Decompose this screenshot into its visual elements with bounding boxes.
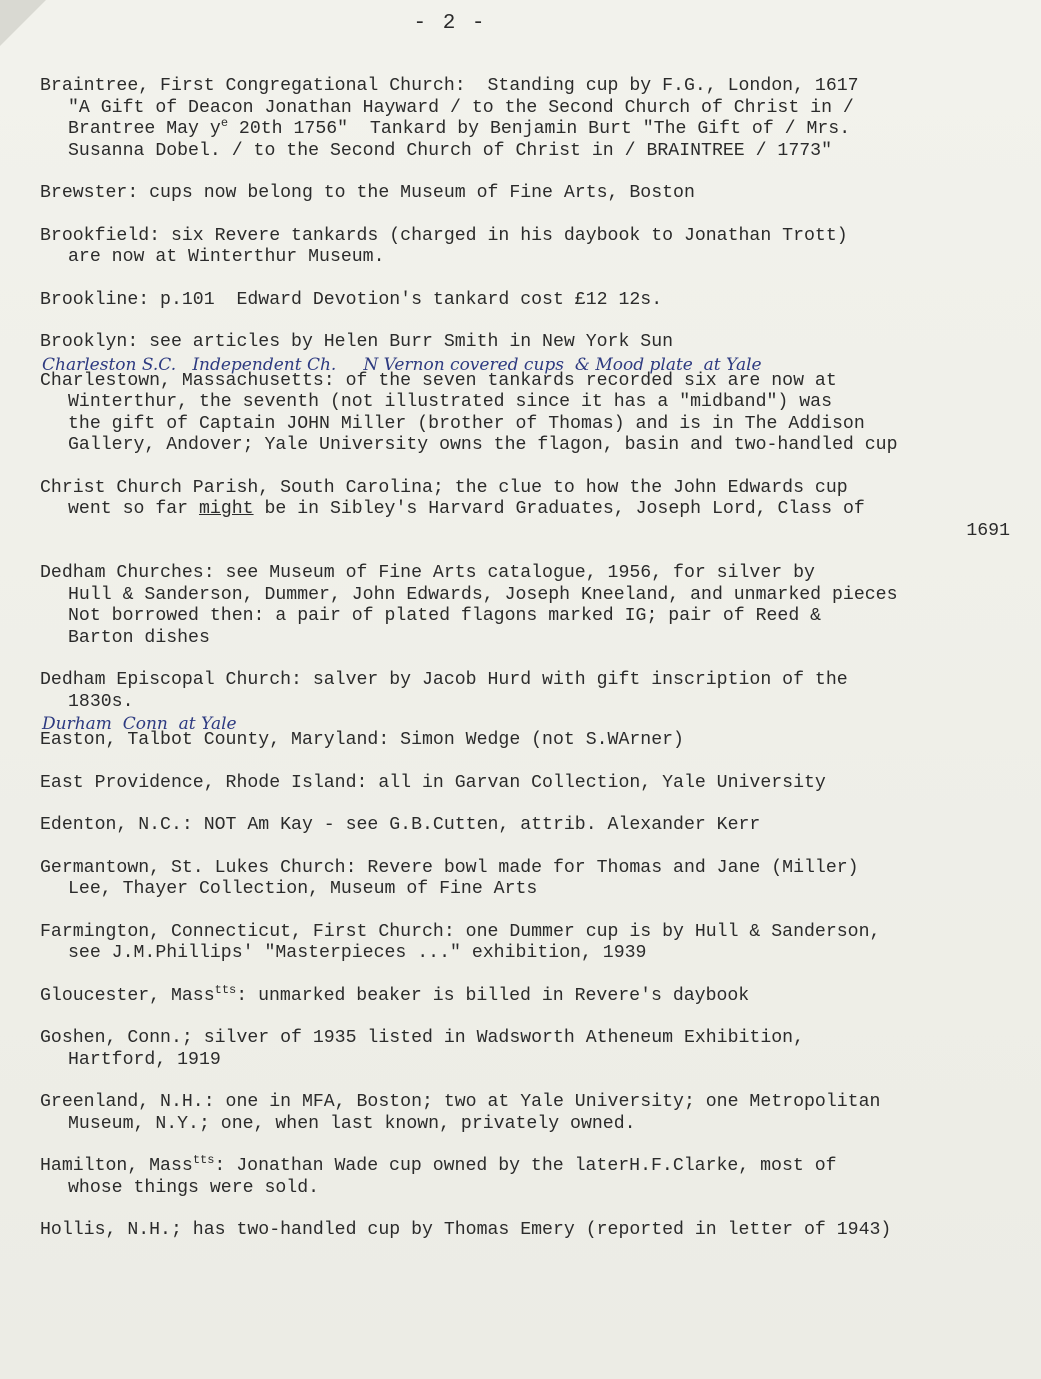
entry-line: Hollis, N.H.; has two-handled cup by Thomas Emery (reported in letter of 1943) (40, 1220, 892, 1240)
superscript: tts (214, 982, 237, 997)
entry-line: the gift of Captain JOHN Miller (brother of Thomas) and is in The Addison (68, 413, 865, 434)
entry-line: are now at Winterthur Museum. (68, 247, 385, 267)
entry-hollis (40, 1220, 1030, 1242)
handwritten-note: Charleston S.C. Independent Ch. N Vernon covered cups & Mood plate at Yale (42, 354, 762, 375)
entry-line (40, 116, 1030, 141)
entry-line: Winterthur, the seventh (not illustrated since it has a "midband") was (68, 392, 832, 412)
entry-line: Gallery, Andover; Yale University owns the flagon, basin and two-handled cup (68, 435, 898, 455)
entry-brewster (40, 183, 1030, 205)
underlined-word: might (198, 499, 254, 519)
entry-line: 1691 (966, 520, 1010, 541)
entry-text: Brantree May y (68, 119, 221, 139)
entry-brookfield (40, 226, 1030, 269)
superscript: tts (192, 1153, 215, 1167)
entry-line: Lee, Thayer Collection, Museum of Fine Arts (68, 879, 538, 899)
entry-braintree (40, 76, 1030, 162)
entry-text: went so far (68, 499, 199, 519)
entry-line: Edenton, N.C.: NOT Am Kay - see G.B.Cutten, attrib. Alexander Kerr (40, 815, 761, 835)
entry-line (40, 1153, 1030, 1178)
entry-line: 1830s. (68, 691, 134, 712)
superscript: e (220, 116, 229, 130)
entry-line: Brookline: p.101 Edward Devotion's tankard cost £12 12s. (40, 289, 663, 310)
entry-edenton (40, 815, 1030, 837)
entry-brookline (40, 290, 1030, 312)
entry-farmington (40, 922, 1030, 965)
entry-line (40, 499, 1030, 521)
handwritten-note: Durham Conn at Yale (42, 714, 237, 734)
entry-line: whose things were sold. (68, 1177, 320, 1198)
entry-line: Braintree, First Congregational Church: Standing cup by F.G., London, 1617 (40, 76, 859, 96)
entry-line: Germantown, St. Lukes Church: Revere bowl made for Thomas and Jane (Miller) (40, 857, 859, 878)
entry-line: Farmington, Connecticut, First Church: one Dummer cup is by Hull & Sanderson, (40, 921, 881, 942)
entry-germantown (40, 858, 1030, 901)
entry-line: Hull & Sanderson, Dummer, John Edwards, Joseph Kneeland, and unmarked pieces (68, 584, 898, 605)
entry-text: Gloucester, Mass (40, 985, 215, 1006)
entry-dedham-episcopal (40, 670, 1030, 713)
entry-gloucester (40, 982, 1030, 1008)
entry-line: "A Gift of Deacon Jonathan Hayward / to the Second Church of Christ in / (68, 97, 854, 118)
entry-line: Susanna Dobel. / to the Second Church of Christ in / BRAINTREE / 1773" (68, 140, 832, 161)
entry-text: 20th 1756" Tankard by Benjamin Burt "The Gift of / Mrs. (228, 119, 851, 139)
entry-line: Dedham Churches: see Museum of Fine Arts catalogue, 1956, for silver by (40, 563, 815, 583)
entry-brooklyn (40, 332, 1030, 354)
entry-text: be in Sibley's Harvard Graduates, Joseph Lord, Class of (264, 499, 865, 519)
entry-line: Brooklyn: see articles by Helen Burr Smith in New York Sun (40, 332, 674, 352)
entry-dedham-churches (40, 563, 1030, 649)
entry-line: Not borrowed then: a pair of plated flagons marked IG; pair of Reed & (68, 606, 822, 626)
entry-hamilton (40, 1153, 1030, 1199)
entry-line: Charlestown, Massachusetts: of the seven tankards recorded six are now at (40, 370, 837, 391)
entry-charlestown (40, 356, 1030, 457)
entry-goshen (40, 1028, 1030, 1071)
entry-line: East Providence, Rhode Island: all in Garvan Collection, Yale University (40, 772, 826, 793)
entry-text: Hamilton, Mass (40, 1156, 193, 1176)
entry-line (40, 982, 1030, 1008)
entry-line: Brookfield: six Revere tankards (charged in his daybook to Jonathan Trott) (40, 225, 848, 246)
entry-text: : unmarked beaker is billed in Revere's daybook (236, 985, 750, 1006)
entry-line: Museum, N.Y.; one, when last known, privately owned. (68, 1113, 636, 1134)
entry-christ-church-parish (40, 478, 1030, 543)
entry-east-providence (40, 773, 1030, 795)
page-number: - 2 - (413, 12, 487, 35)
entry-line: see J.M.Phillips' "Masterpieces ..." exhibition, 1939 (68, 943, 647, 963)
entry-easton (40, 715, 1030, 752)
entry-line: Dedham Episcopal Church: salver by Jacob Hurd with gift inscription of the (40, 670, 848, 690)
entry-line: Easton, Talbot County, Maryland: Simon Wedge (not S.WArner) (40, 730, 684, 750)
entry-text: : Jonathan Wade cup owned by the laterH.F.Clarke, most of (214, 1156, 837, 1176)
entry-line: Christ Church Parish, South Carolina; the clue to how the John Edwards cup (40, 477, 848, 498)
entry-line: Hartford, 1919 (68, 1049, 221, 1070)
entry-line: Greenland, N.H.: one in MFA, Boston; two at Yale University; one Metropolitan (40, 1092, 881, 1112)
entry-greenland (40, 1092, 1030, 1135)
entry-line: Brewster: cups now belong to the Museum of Fine Arts, Boston (40, 183, 695, 203)
entry-list (40, 76, 1030, 1263)
entry-line: Barton dishes (68, 627, 210, 648)
entry-line: Goshen, Conn.; silver of 1935 listed in Wadsworth Atheneum Exhibition, (40, 1028, 804, 1048)
